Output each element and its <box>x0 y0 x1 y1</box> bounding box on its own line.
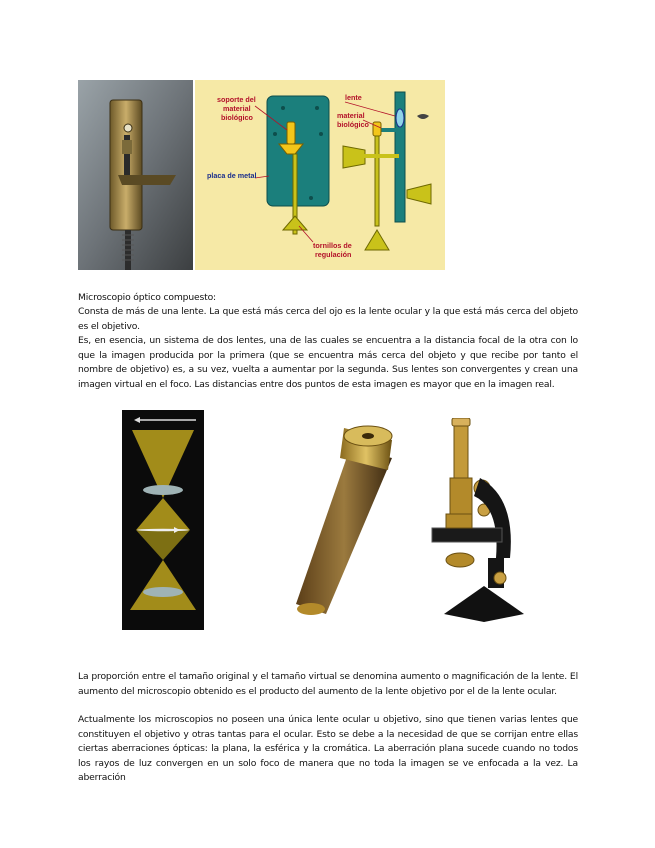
simple-microscope-diagram <box>195 80 445 270</box>
compound-microscope-photo <box>424 418 534 624</box>
paragraph-two-lenses: Es, en esencia, un sistema de dos lentes, una de las cuales se encuentra a la distancia focal de la otra con lo que la imagen producida por la primera (que se encuentra más cerca del objeto y que recibe por tanto el nombre de objetivo) es, a su vez, vuelta a aumentar por la segunda. Sus lentes son convergentes y crean una imagen virtual en el foco. Las distancias entre dos puntos de esta imagen es mayor que en la imagen real. <box>78 335 578 390</box>
svg-text:placa de metal: placa de metal <box>207 171 257 180</box>
section-heading: Microscopio óptico compuesto: <box>78 292 216 303</box>
simple-microscope-photo <box>78 80 193 270</box>
svg-text:material: material <box>337 111 365 120</box>
paragraph-aberrations: Actualmente los microscopios no poseen una única lente ocular u objetivo, sino que tienen varias lentes que constituyen el objetivo y otras tantas para el ocular. Esto se debe a la necesidad de que se corrijan entre ellas ciertas aberraciones ópticas: la plana, la esférica y la cromática. La aberración plana sucede cuando no todos los rayos de luz convergen en un solo foco de manera que no toda la imagen se ve enfocada a la vez. La aberración <box>78 714 578 784</box>
svg-text:biológico: biológico <box>221 113 253 122</box>
lens-ray-diagram <box>122 410 204 630</box>
svg-text:biológico: biológico <box>337 120 369 129</box>
svg-text:material: material <box>223 104 251 113</box>
paragraph-definition: Consta de más de una lente. La que está más cerca del ojo es la lente ocular y la que está más cerca del objeto es el objetivo. <box>78 306 578 332</box>
svg-text:soporte del: soporte del <box>217 95 256 104</box>
svg-text:regulación: regulación <box>315 250 352 259</box>
paragraph-magnification: La proporción entre el tamaño original y el tamaño virtual se denomina aumento o magnificación de la lente. El aumento del microscopio obtenido es el producto del aumento de la lente objetivo por el de la lente ocular. <box>78 671 578 697</box>
svg-text:lente: lente <box>345 93 362 102</box>
eyepiece-tube-photo <box>292 418 400 620</box>
svg-text:tornillos de: tornillos de <box>313 241 352 250</box>
